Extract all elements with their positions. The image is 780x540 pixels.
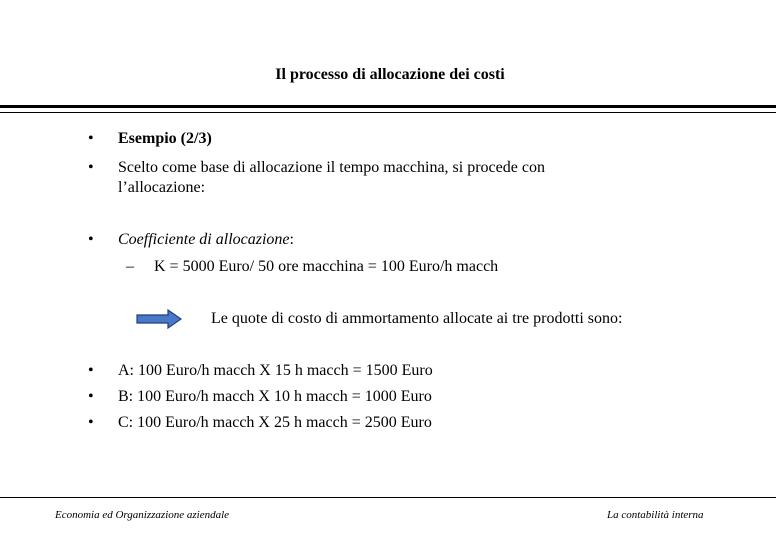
example-heading: Esempio (2/3) xyxy=(118,130,212,147)
intro-text-line2: l’allocazione: xyxy=(118,179,206,196)
title-divider-thin xyxy=(0,112,776,113)
bullet-marker: • xyxy=(88,130,94,147)
bullet-marker: • xyxy=(88,414,94,431)
arrow-caption: Le quote di costo di ammortamento allocate ai tre prodotti sono: xyxy=(211,310,623,327)
bullet-marker: • xyxy=(88,231,94,248)
sub-bullet-dash: – xyxy=(126,258,134,275)
bullet-marker: • xyxy=(88,362,94,379)
bullet-marker: • xyxy=(88,388,94,405)
coefficient-colon: : xyxy=(289,231,294,248)
footer-course-title: Economia ed Organizzazione aziendale xyxy=(55,509,230,521)
footer-section-title: La contabilità interna xyxy=(607,509,704,521)
coefficient-label: Coefficiente di allocazione xyxy=(118,231,290,248)
title-divider-thick xyxy=(0,105,776,108)
allocation-c: C: 100 Euro/h macch X 25 h macch = 2500 Euro xyxy=(118,414,432,431)
slide-title: Il processo di allocazione dei costi xyxy=(275,66,505,83)
allocation-a: A: 100 Euro/h macch X 15 h macch = 1500 Euro xyxy=(118,362,433,379)
footer-divider xyxy=(0,497,776,498)
right-arrow-icon xyxy=(136,309,182,329)
allocation-b: B: 100 Euro/h macch X 10 h macch = 1000 Euro xyxy=(118,388,432,405)
coefficient-line xyxy=(118,230,294,250)
intro-text-line1: Scelto come base di allocazione il tempo macchina, si procede con xyxy=(118,159,545,176)
bullet-marker: • xyxy=(88,159,94,176)
formula-text: K = 5000 Euro/ 50 ore macchina = 100 Euro/h macch xyxy=(154,258,499,275)
